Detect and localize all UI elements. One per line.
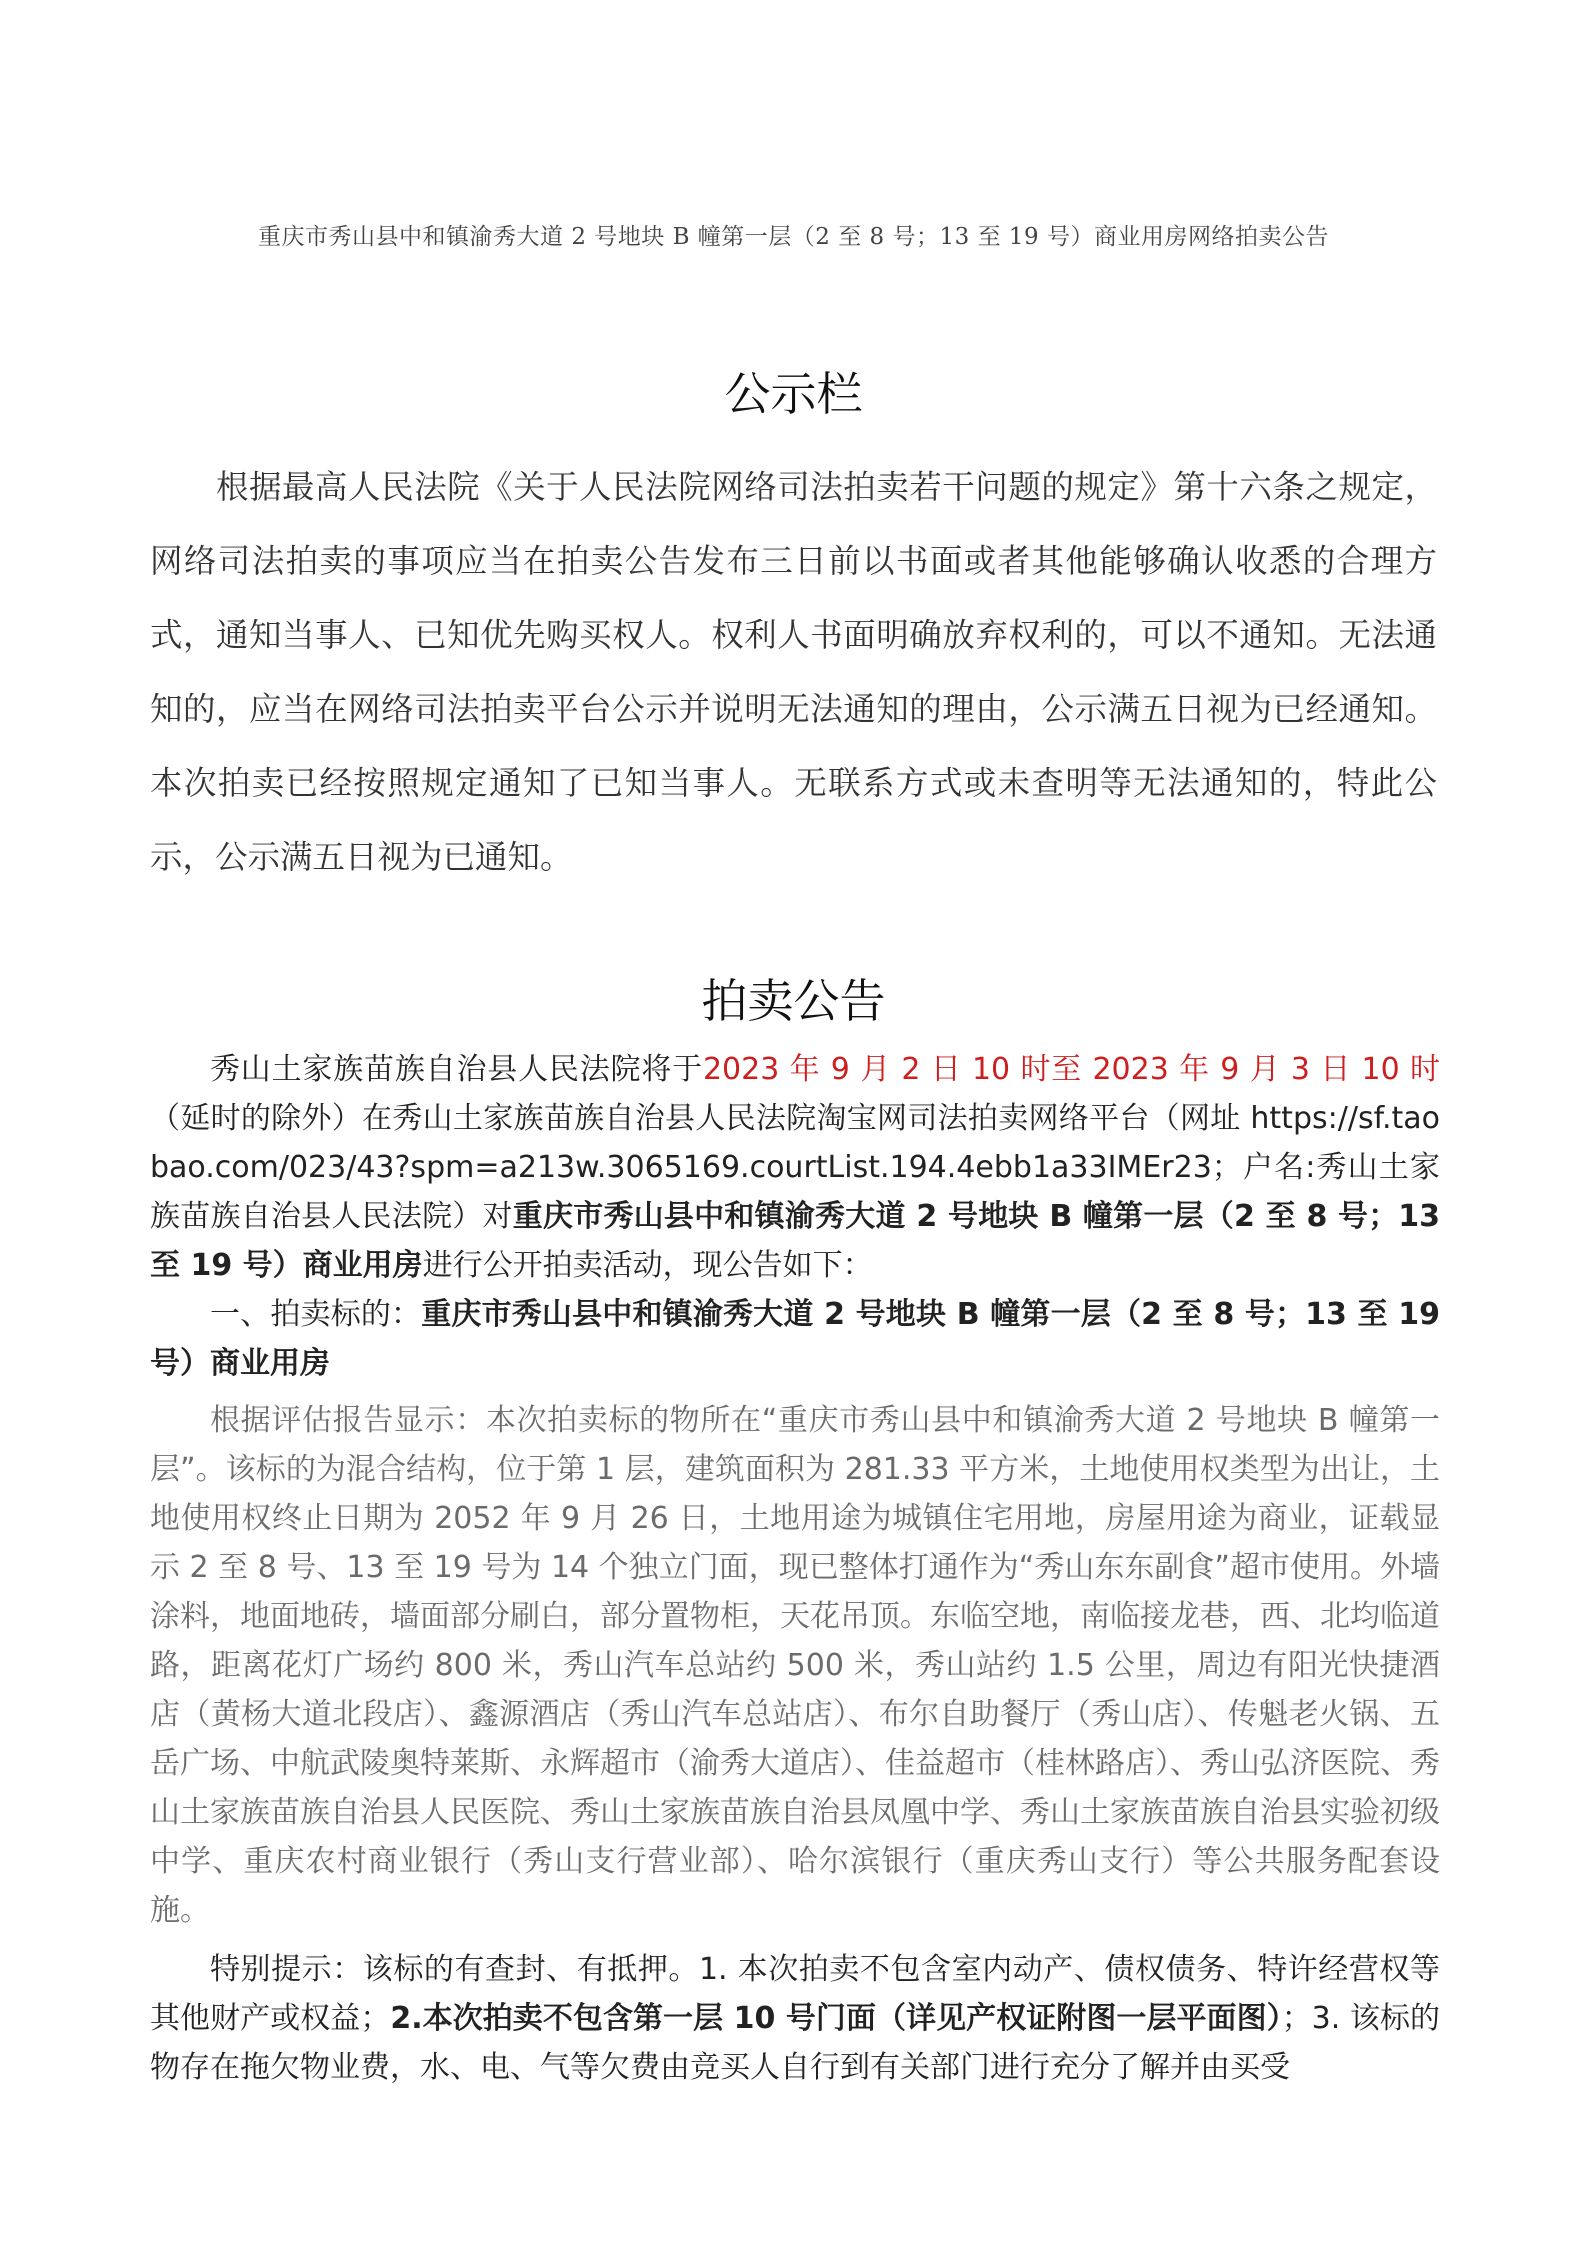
- notice-board-text: 根据最高人民法院《关于人民法院网络司法拍卖若干问题的规定》第十六条之规定，网络司法拍卖的事项应当在拍卖公告发布三日前以书面或者其他能够确认收悉的合理方式，通知当事人、已知优先购买权人。权利人书面明确放弃权利的，可以不通知。无法通知的，应当在网络司法拍卖平台公示并说明无法通知的理由，公示满五日视为已经通知。本次拍卖已经按照规定通知了已知当事人。无联系方式或未查明等无法通知的，特此公示，公示满五日视为已通知。: [150, 468, 1437, 876]
- document-header: 重庆市秀山县中和镇渝秀大道 2 号地块 B 幢第一层（2 至 8 号；13 至 19 号）商业用房网络拍卖公告: [258, 224, 1329, 250]
- tip-part-1: 特别提示：该标的有查封、有抵押。1. 本次拍卖不包含室内动产、债权债务、特许经营权等其他财产或权益；: [150, 1952, 1440, 2036]
- notice-board-title: 公示栏: [724, 367, 863, 421]
- intro-account: ；户名:秀山土家族苗族自治县人民法院）对: [150, 1150, 1440, 1234]
- special-tip: [150, 1945, 1440, 2092]
- intro-court-prefix: 秀山土家族苗族自治县人民法院将于: [210, 1052, 703, 1087]
- intro-after-time: （延时的除外）在秀山土家族苗族自治县人民法院淘宝网司法拍卖网络平台（网址: [150, 1101, 1251, 1136]
- intro-property-name: 重庆市秀山县中和镇渝秀大道 2 号地块 B 幢第一层（2 至 8 号；13 至 19 号）商业用房: [150, 1199, 1440, 1283]
- item1-value: 重庆市秀山县中和镇渝秀大道 2 号地块 B 幢第一层（2 至 8 号；13 至 19 号）商业用房: [150, 1297, 1441, 1381]
- auction-intro: [150, 1045, 1440, 1290]
- tip-part-3: ；3. 该标的物存在拖欠物业费，水、电、气等欠费由竞买人自行到有关部门进行充分了解并由买受: [150, 2001, 1440, 2085]
- auction-url-link[interactable]: https://sf.taobao.com/023/43?spm=a213w.3065169.courtList.194.4ebb1a33IMEr23: [150, 1101, 1440, 1185]
- auction-item-1: [150, 1290, 1440, 1388]
- intro-suffix: 进行公开拍卖活动，现公告如下：: [422, 1248, 873, 1283]
- auction-body: [150, 1045, 1440, 2092]
- auction-title: 拍卖公告: [701, 974, 886, 1028]
- auction-time-range: 2023 年 9 月 2 日 10 时至 2023 年 9 月 3 日 10 时: [702, 1052, 1440, 1087]
- item1-label: 一、拍卖标的：: [210, 1297, 422, 1332]
- tip-part-2: 2.本次拍卖不包含第一层 10 号门面（详见产权证附图一层平面图）: [390, 2001, 1282, 2036]
- auction-description: 根据评估报告显示：本次拍卖标的物所在“重庆市秀山县中和镇渝秀大道 2 号地块 B 幢第一层”。该标的为混合结构，位于第 1 层，建筑面积为 281.33 平方米，土地使用权类型为出让，土地使用权终止日期为 2052 年 9 月 26 日，土地用途为城镇住宅用地，房屋用途为商业，证载显示 2 至 8 号、13 至 19 号为 14 个独立门面，现已整体打通作为“秀山东东副食”超市使用。外墙涂料，地面地砖，墙面部分刷白，部分置物柜，天花吊顶。东临空地，南临接龙巷，西、北均临道路，距离花灯广场约 800 米，秀山汽车总站约 500 米，秀山站约 1.5 公里，周边有阳光快捷酒店（黄杨大道北段店）、鑫源酒店（秀山汽车总站店）、布尔自助餐厅（秀山店）、传魁老火锅、五岳广场、中航武陵奥特莱斯、永辉超市（渝秀大道店）、佳益超市（桂林路店）、秀山弘济医院、秀山土家族苗族自治县人民医院、秀山土家族苗族自治县凤凰中学、秀山土家族苗族自治县实验初级中学、重庆农村商业银行（秀山支行营业部）、哈尔滨银行（重庆秀山支行）等公共服务配套设施。: [150, 1403, 1440, 1928]
